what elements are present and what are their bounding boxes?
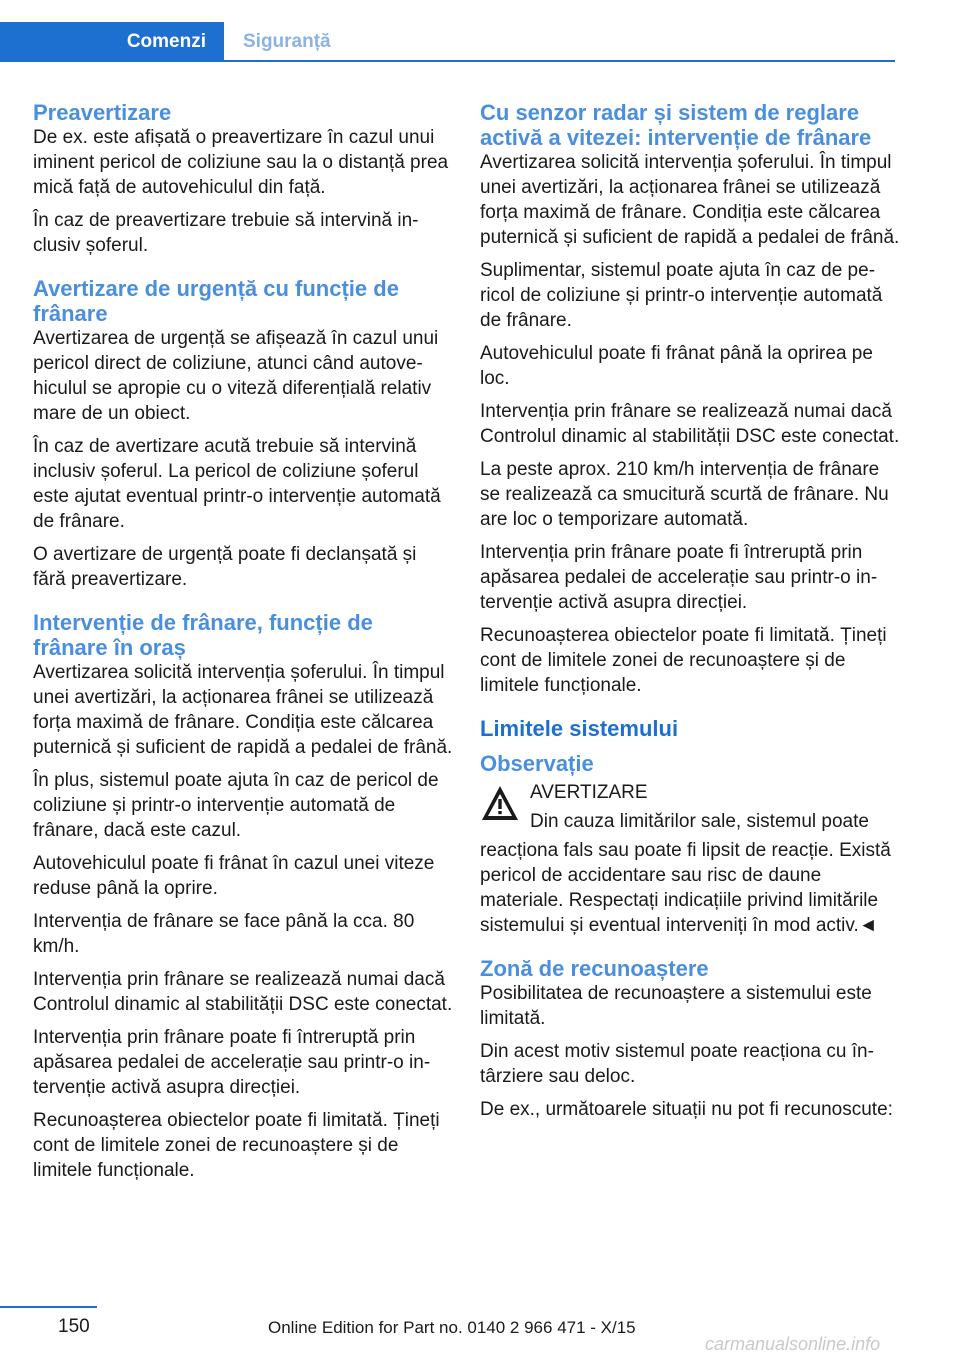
warning-title: AVERTIZARE (530, 782, 648, 803)
left-column (33, 100, 453, 1191)
page-number: 150 (58, 1316, 90, 1337)
heading-avertizare-urgenta: Avertizare de urgență cu funcție de frânare (33, 276, 399, 326)
paragraph: Intervenția prin frânare se realizează numai dacă Controlul dinamic al stabilității DSC este conectat. (33, 969, 453, 1015)
page-header (0, 0, 960, 64)
paragraph: La peste aprox. 210 km/h intervenția de frânare se realizează ca smucitură scurtă de frânare. Nu are loc o temporizare automată. (480, 459, 889, 530)
paragraph: Avertizarea solicită intervenția șoferului. În timpul unei avertizări, la acționarea frânei se utilizează forța maximă de frânare. Condiția este călcarea puternică și suficient de rapidă a pedalei de frână. (33, 662, 453, 758)
paragraph: De ex., următoarele situații nu pot fi recunoscute: (480, 1099, 893, 1120)
heading-senzor-radar: Cu senzor radar și sistem de reglare activă a vitezei: intervenție de frânare (480, 100, 872, 150)
header-divider (224, 60, 895, 62)
warning-box (480, 780, 900, 938)
heading-limitele-sistemului: Limitele sistemului (480, 716, 679, 741)
watermark: carmanualsonline.info (705, 1334, 881, 1354)
paragraph: O avertizare de urgență poate fi declanșată și fără preavertizare. (33, 544, 417, 590)
heading-zona-recunoastere: Zonă de recunoaștere (480, 956, 709, 981)
paragraph: De ex. este afișată o preavertizare în cazul unui iminent pericol de coliziune sau la o distanță prea mică față de autovehiculul din față. (33, 127, 449, 198)
heading-interventie-frana: Intervenție de frânare, funcție de frânare în oraș (33, 610, 373, 660)
paragraph: Recunoașterea obiectelor poate fi limitată. Țineți cont de limitele zonei de recunoaștere și de limitele funcționale. (480, 625, 887, 696)
paragraph: Intervenția prin frânare poate fi întreruptă prin apăsarea pedalei de accelerație sau printr-o intervenție activă asupra direcției. (33, 1027, 431, 1098)
paragraph: Suplimentar, sistemul poate ajuta în caz de pericol de coliziune și printr-o intervenție automată de frânare. (480, 260, 883, 331)
warning-body: reacționa fals sau poate fi lipsit de reacție. Există pericol de accidentare sau risc de daune materiale. Respectați indicațiile privind limitările sistemului și eventual interveniți în mod activ.◄ (480, 840, 891, 936)
footer-divider (0, 1306, 97, 1308)
paragraph: Din acest motiv sistemul poate reacționa cu întârziere sau deloc. (480, 1041, 874, 1087)
edition-text: Online Edition for Part no. 0140 2 966 471 - X/15 (268, 1318, 636, 1337)
paragraph: Autovehiculul poate fi frânat până la oprirea pe loc. (480, 343, 873, 389)
paragraph: Posibilitatea de recunoaștere a sistemului este limitată. (480, 983, 872, 1029)
paragraph: Recunoașterea obiectelor poate fi limitată. Țineți cont de limitele zonei de recunoaștere și de limitele funcționale. (33, 1110, 440, 1181)
heading-preavertizare: Preavertizare (33, 100, 172, 125)
paragraph: Avertizarea de urgență se afișează în cazul unui pericol direct de coliziune, atunci când autovehiculul se apropie cu o viteză diferențială relativ mare de un obiect. (33, 328, 439, 424)
warning-triangle-icon (480, 784, 520, 822)
paragraph: În caz de avertizare acută trebuie să intervină inclusiv șoferul. La pericol de coliziune șoferul este ajutat eventual printr-o intervenție automată de frânare. (33, 436, 441, 532)
right-column (480, 100, 900, 1130)
paragraph: Avertizarea solicită intervenția șoferului. În timpul unei avertizări, la acționarea frânei se utilizează forța maximă de frânare. Condiția este călcarea puternică și suficient de rapidă a pedalei de frână. (480, 152, 900, 248)
paragraph: Intervenția prin frânare se realizează numai dacă Controlul dinamic al stabilității DSC este conectat. (480, 401, 900, 447)
paragraph: Autovehiculul poate fi frânat în cazul unei viteze reduse până la oprire. (33, 853, 435, 899)
paragraph: Intervenția prin frânare poate fi întreruptă prin apăsarea pedalei de accelerație sau printr-o intervenție activă asupra direcției. (480, 542, 878, 613)
warning-line: Din cauza limitărilor sale, sistemul poate (530, 811, 869, 832)
paragraph: În plus, sistemul poate ajuta în caz de pericol de coliziune și printr-o intervenție automată de frânare, dacă este cazul. (33, 770, 439, 841)
paragraph: Intervenția de frânare se face până la cca. 80 km/h. (33, 911, 415, 957)
heading-observatie: Observație (480, 751, 594, 776)
tab-siguranta[interactable]: Siguranță (243, 31, 331, 52)
paragraph: În caz de preavertizare trebuie să intervină inclusiv șoferul. (33, 210, 419, 256)
tab-comenzi[interactable]: Comenzi (0, 22, 224, 62)
